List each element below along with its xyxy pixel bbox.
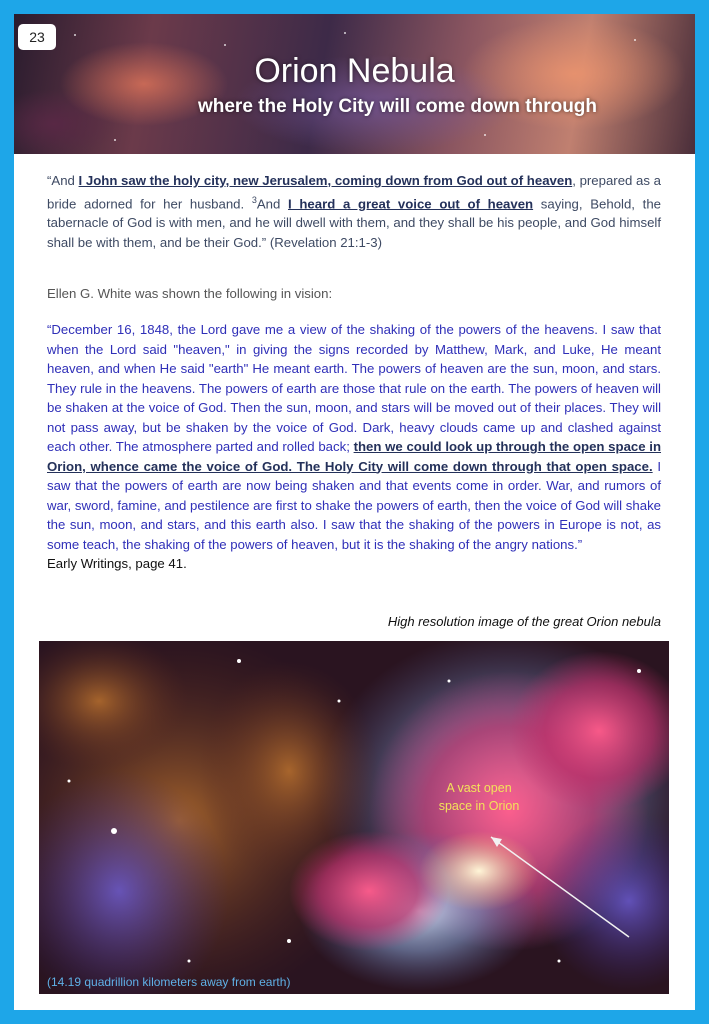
verse-highlight-great-voice: I heard a great voice out of heaven <box>288 195 534 211</box>
verse-number: 3 <box>251 194 257 205</box>
verse-text: saying, Behold, the tabernacle of God is with men, and he will dwell with them, and they shall be his people, and God himself shall be with them, and be their God.” (Revelation 21:1-3) <box>47 195 661 250</box>
vision-quote <box>47 320 661 574</box>
bible-verse <box>47 171 661 252</box>
verse-text: And <box>51 173 79 188</box>
page-number-badge: 23 <box>18 24 56 50</box>
intro-line: Ellen G. White was shown the following in vision: <box>47 286 333 301</box>
label-line-2: space in Orion <box>438 799 520 813</box>
verse-highlight-holy-city: I John saw the holy city, new Jerusalem, coming down from God out of heaven <box>78 173 573 188</box>
label-line-1: A vast open <box>446 781 512 795</box>
orion-nebula-image <box>39 641 669 994</box>
image-caption: High resolution image of the great Orion nebula <box>387 614 661 629</box>
nebula-illustration <box>39 641 669 994</box>
distance-note: (14.19 quadrillion kilometers away from earth) <box>47 975 291 989</box>
page-subtitle: where the Holy City will come down through <box>197 96 598 117</box>
open-quote: “ <box>47 173 52 188</box>
page <box>14 14 695 1010</box>
open-space-label <box>419 779 539 815</box>
quote-source: Early Writings, page 41. <box>47 556 187 571</box>
verse-text: , prepared as a bride adorned for her husband. <box>47 173 661 211</box>
quote-text: I saw that the powers of earth are now being shaken and that events come in order. War, and rumors of war, sword, famine, and pestilence are first to shake the powers of earth, then the voice of God will shake the sun, moon, and stars, and this earth also. I saw that the shaking of the powers in Europe is not, as some teach, the shaking of the powers of heaven, but it is the shaking of the angry nations.” <box>47 458 662 552</box>
verse-text: And <box>256 195 289 211</box>
quote-highlight-open-space: then we could look up through the open space in Orion, whence came the voice of God. The Holy City will come down through that open space. <box>47 439 662 474</box>
quote-text: “December 16, 1848, the Lord gave me a view of the shaking of the powers of the heavens. I saw that when the Lord said "heaven," in giving the signs recorded by Matthew, Mark, and Luke, He meant heaven, and when He said "earth" He meant earth. The powers of heaven are the sun, moon, and stars. They rule in the heavens. The powers of earth are those that rule on the earth. The powers of heaven will be shaken at the voice of God. Then the sun, moon, and stars will be moved out of their places. They will not pass away, but be shaken by the voice of God. Dark, heavy clouds came up and clashed against each other. The atmosphere parted and rolled back; <box>47 322 661 454</box>
header-banner <box>14 14 695 154</box>
page-title: Orion Nebula <box>254 52 455 90</box>
